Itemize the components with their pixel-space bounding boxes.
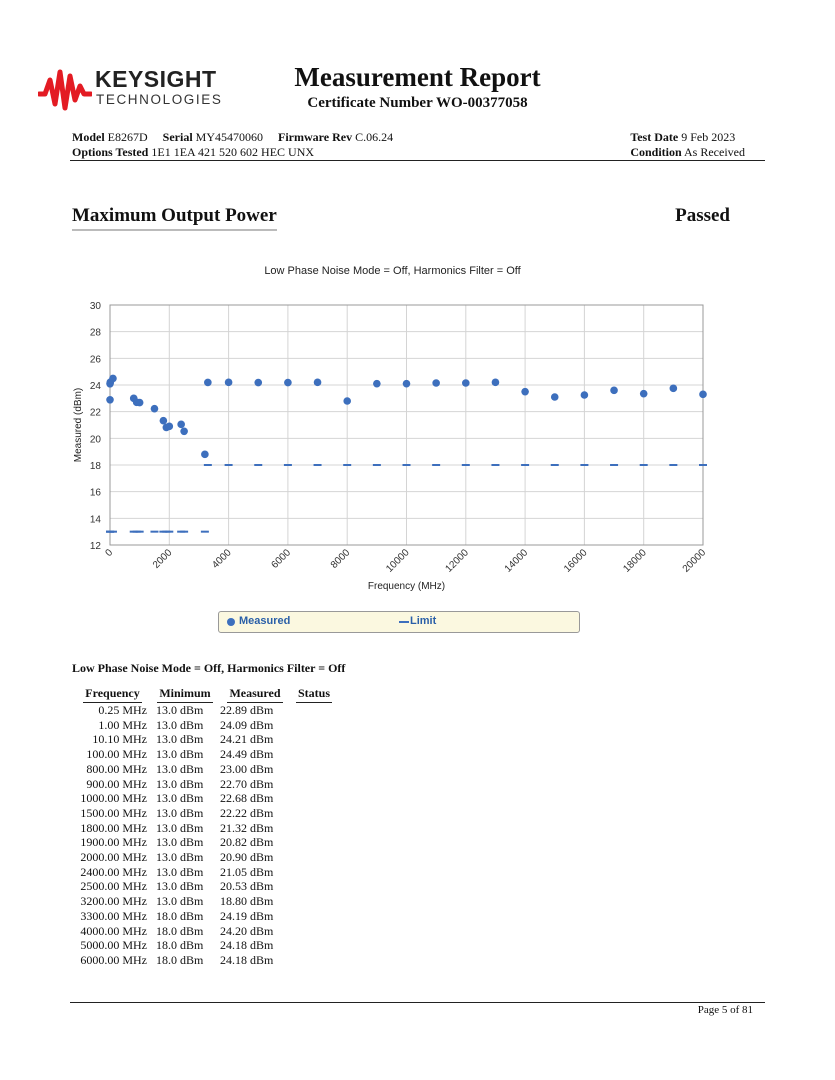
certificate-number: Certificate Number WO-00377058 bbox=[307, 95, 528, 111]
table-body bbox=[72, 703, 335, 968]
cell-measured: 24.18 dBm bbox=[220, 952, 274, 967]
measured-point bbox=[106, 396, 114, 404]
report-title: Measurement Report bbox=[294, 62, 541, 92]
chart-svg bbox=[0, 255, 835, 615]
cell-minimum: 13.0 dBm bbox=[156, 761, 204, 776]
cell-frequency: 2400.00 MHz bbox=[80, 864, 147, 879]
y-tick-label: 24 bbox=[89, 381, 101, 392]
cell-minimum: 18.0 dBm bbox=[156, 923, 204, 938]
cell-status bbox=[293, 850, 335, 865]
logo-text-technologies: TECHNOLOGIES bbox=[96, 92, 223, 107]
cell-minimum: 13.0 dBm bbox=[156, 732, 204, 747]
test-date-label: Test Date bbox=[630, 130, 679, 144]
cell-status bbox=[293, 835, 335, 850]
y-tick-label: 30 bbox=[89, 301, 101, 312]
cell-status bbox=[293, 938, 335, 953]
cell-measured: 22.70 dBm bbox=[220, 776, 274, 791]
chart-title: Low Phase Noise Mode = Off, Harmonics Filter = Off bbox=[264, 265, 521, 277]
cell-minimum: 13.0 dBm bbox=[156, 805, 204, 820]
cell-frequency: 2000.00 MHz bbox=[80, 850, 147, 865]
header-divider bbox=[70, 160, 765, 161]
cell-measured: 23.00 dBm bbox=[220, 761, 274, 776]
x-tick-label: 4000 bbox=[210, 547, 234, 571]
cell-measured: 21.05 dBm bbox=[220, 864, 274, 879]
cell-minimum: 13.0 dBm bbox=[156, 894, 204, 909]
test-date-value: 9 Feb 2023 bbox=[681, 130, 736, 144]
measured-point bbox=[314, 379, 322, 387]
x-tick-label: 8000 bbox=[328, 547, 353, 571]
y-tick-label: 28 bbox=[89, 327, 101, 339]
cell-status bbox=[293, 806, 335, 821]
measured-point bbox=[492, 379, 500, 387]
cell-measured: 24.49 dBm bbox=[220, 747, 274, 762]
table-row bbox=[72, 762, 335, 777]
cell-frequency: 1800.00 MHz bbox=[80, 820, 147, 835]
legend-limit-label: Limit bbox=[410, 615, 437, 627]
measured-point bbox=[343, 397, 351, 405]
footer-divider bbox=[70, 1002, 765, 1003]
page-number: Page 5 of 81 bbox=[697, 1004, 753, 1016]
x-tick-label: 14000 bbox=[502, 547, 531, 575]
cell-frequency: 800.00 MHz bbox=[86, 761, 147, 776]
cell-status bbox=[293, 865, 335, 880]
pass-status: Passed bbox=[675, 205, 730, 226]
table-row bbox=[72, 850, 335, 865]
measured-point bbox=[610, 387, 618, 395]
legend-measured-marker bbox=[227, 618, 235, 626]
table-row bbox=[72, 909, 335, 924]
cell-minimum: 13.0 dBm bbox=[156, 864, 204, 879]
table-row bbox=[72, 732, 335, 747]
table-header-row bbox=[72, 686, 335, 703]
cell-measured: 24.20 dBm bbox=[220, 923, 274, 938]
cell-minimum: 13.0 dBm bbox=[156, 776, 204, 791]
x-tick-label: 20000 bbox=[680, 547, 709, 575]
measured-point bbox=[254, 379, 262, 387]
measured-point bbox=[180, 427, 188, 435]
y-tick-label: 22 bbox=[89, 407, 101, 419]
legend-measured-label: Measured bbox=[239, 615, 291, 627]
cell-frequency: 3200.00 MHz bbox=[80, 894, 147, 909]
chart-legend bbox=[218, 611, 580, 633]
y-tick-label: 12 bbox=[89, 541, 101, 552]
cell-minimum: 13.0 dBm bbox=[156, 820, 204, 835]
table-row bbox=[72, 938, 335, 953]
cell-status bbox=[293, 953, 335, 968]
serial-value: MY45470060 bbox=[195, 130, 264, 144]
measured-point bbox=[670, 385, 678, 393]
table-row bbox=[72, 924, 335, 939]
y-tick-label: 18 bbox=[89, 461, 101, 472]
measured-point bbox=[373, 380, 381, 388]
cell-status bbox=[293, 821, 335, 836]
cell-minimum: 13.0 dBm bbox=[156, 791, 204, 806]
x-tick-label: 16000 bbox=[562, 547, 590, 575]
condition-value: As Received bbox=[684, 145, 745, 159]
cell-minimum: 13.0 dBm bbox=[156, 879, 204, 894]
cell-measured: 24.21 dBm bbox=[220, 732, 274, 747]
table-row bbox=[72, 953, 335, 968]
table-row bbox=[72, 703, 335, 718]
cell-frequency: 100.00 MHz bbox=[86, 747, 147, 762]
cell-measured: 24.09 dBm bbox=[220, 717, 274, 732]
cell-status bbox=[293, 718, 335, 733]
cell-frequency: 1.00 MHz bbox=[98, 717, 147, 732]
y-tick-label: 16 bbox=[89, 487, 101, 499]
cell-frequency: 4000.00 MHz bbox=[80, 923, 147, 938]
table-row bbox=[72, 777, 335, 792]
measured-point bbox=[204, 379, 212, 387]
measured-point bbox=[640, 390, 648, 398]
table-row bbox=[72, 718, 335, 733]
table-title: Low Phase Noise Mode = Off, Harmonics Filter = Off bbox=[72, 661, 346, 675]
options-value: 1E1 1EA 421 520 602 HEC UNX bbox=[151, 145, 315, 159]
cell-frequency: 6000.00 MHz bbox=[80, 952, 147, 967]
table-row bbox=[72, 835, 335, 850]
measurement-table bbox=[72, 686, 335, 968]
x-tick-label: 0 bbox=[103, 547, 116, 560]
y-tick-label: 14 bbox=[89, 514, 101, 526]
table-row bbox=[72, 879, 335, 894]
test-info bbox=[630, 130, 745, 160]
cell-measured: 22.89 dBm bbox=[220, 703, 274, 717]
header-status: Status bbox=[293, 686, 335, 703]
logo-text-keysight: KEYSIGHT bbox=[95, 66, 217, 92]
options-label: Options Tested bbox=[72, 145, 149, 159]
cell-measured: 22.68 dBm bbox=[220, 791, 274, 806]
header-measured: Measured bbox=[217, 686, 293, 703]
measured-point bbox=[109, 375, 117, 383]
cell-measured: 24.19 dBm bbox=[220, 908, 274, 923]
measured-point bbox=[284, 379, 292, 387]
cell-minimum: 13.0 dBm bbox=[156, 850, 204, 865]
cell-measured: 21.32 dBm bbox=[220, 820, 274, 835]
y-axis-label: Measured (dBm) bbox=[73, 387, 84, 463]
measured-point bbox=[432, 379, 440, 387]
cell-frequency: 0.25 MHz bbox=[98, 703, 147, 717]
cell-frequency: 2500.00 MHz bbox=[80, 879, 147, 894]
cell-minimum: 18.0 dBm bbox=[156, 952, 204, 967]
cell-frequency: 1900.00 MHz bbox=[80, 835, 147, 850]
table-row bbox=[72, 821, 335, 836]
section-title: Maximum Output Power bbox=[72, 205, 277, 231]
header-minimum: Minimum bbox=[153, 686, 217, 703]
condition-label: Condition bbox=[630, 145, 682, 159]
output-power-chart bbox=[0, 255, 835, 645]
table-row bbox=[72, 894, 335, 909]
table-row bbox=[72, 806, 335, 821]
y-tick-label: 20 bbox=[89, 434, 101, 446]
firmware-label: Firmware Rev bbox=[278, 130, 353, 144]
cell-status bbox=[293, 909, 335, 924]
cell-frequency: 5000.00 MHz bbox=[80, 938, 147, 953]
x-tick-label: 18000 bbox=[621, 547, 649, 575]
table-row bbox=[72, 747, 335, 762]
cell-frequency: 900.00 MHz bbox=[86, 776, 147, 791]
cell-measured: 18.80 dBm bbox=[220, 894, 274, 909]
table-row bbox=[72, 865, 335, 880]
firmware-value: C.06.24 bbox=[355, 130, 394, 144]
cell-frequency: 1000.00 MHz bbox=[80, 791, 147, 806]
cell-status bbox=[293, 762, 335, 777]
measured-point bbox=[160, 417, 168, 425]
x-tick-label: 12000 bbox=[443, 547, 471, 575]
cell-status bbox=[293, 703, 335, 718]
cell-frequency: 10.10 MHz bbox=[92, 732, 147, 747]
cell-minimum: 13.0 dBm bbox=[156, 835, 204, 850]
cell-measured: 22.22 dBm bbox=[220, 805, 274, 820]
cell-status bbox=[293, 894, 335, 909]
measured-point bbox=[551, 393, 559, 401]
x-tick-label: 6000 bbox=[269, 547, 294, 571]
measured-point bbox=[581, 391, 589, 399]
measured-point bbox=[225, 379, 233, 387]
cell-status bbox=[293, 747, 335, 762]
cell-minimum: 13.0 dBm bbox=[156, 703, 204, 717]
measured-point bbox=[201, 451, 209, 459]
cell-minimum: 13.0 dBm bbox=[156, 747, 204, 762]
cell-measured: 20.90 dBm bbox=[220, 850, 274, 865]
measured-point bbox=[151, 405, 159, 413]
measured-point bbox=[699, 391, 707, 399]
x-tick-label: 2000 bbox=[150, 547, 175, 571]
x-tick-label: 10000 bbox=[384, 547, 412, 575]
measured-point bbox=[177, 421, 185, 429]
cell-status bbox=[293, 777, 335, 792]
legend-limit-marker bbox=[399, 621, 409, 623]
cell-status bbox=[293, 879, 335, 894]
table-row bbox=[72, 791, 335, 806]
header-frequency: Frequency bbox=[72, 686, 153, 703]
cell-minimum: 18.0 dBm bbox=[156, 908, 204, 923]
cell-measured: 24.18 dBm bbox=[220, 938, 274, 953]
cell-frequency: 1500.00 MHz bbox=[80, 805, 147, 820]
cell-measured: 20.82 dBm bbox=[220, 835, 274, 850]
cell-status bbox=[293, 924, 335, 939]
measured-point bbox=[136, 399, 144, 407]
measured-point bbox=[166, 423, 174, 431]
cell-status bbox=[293, 732, 335, 747]
model-value: E8267D bbox=[107, 130, 148, 144]
cell-status bbox=[293, 791, 335, 806]
measured-point bbox=[462, 379, 470, 387]
measured-point bbox=[521, 388, 529, 396]
model-label: Model bbox=[72, 130, 105, 144]
instrument-info bbox=[72, 130, 393, 160]
serial-label: Serial bbox=[162, 130, 193, 144]
cell-frequency: 3300.00 MHz bbox=[80, 908, 147, 923]
measured-point bbox=[403, 380, 411, 388]
cell-minimum: 18.0 dBm bbox=[156, 938, 204, 953]
y-tick-label: 26 bbox=[89, 354, 101, 366]
cell-minimum: 13.0 dBm bbox=[156, 717, 204, 732]
cell-measured: 20.53 dBm bbox=[220, 879, 274, 894]
x-axis-label: Frequency (MHz) bbox=[367, 581, 446, 592]
